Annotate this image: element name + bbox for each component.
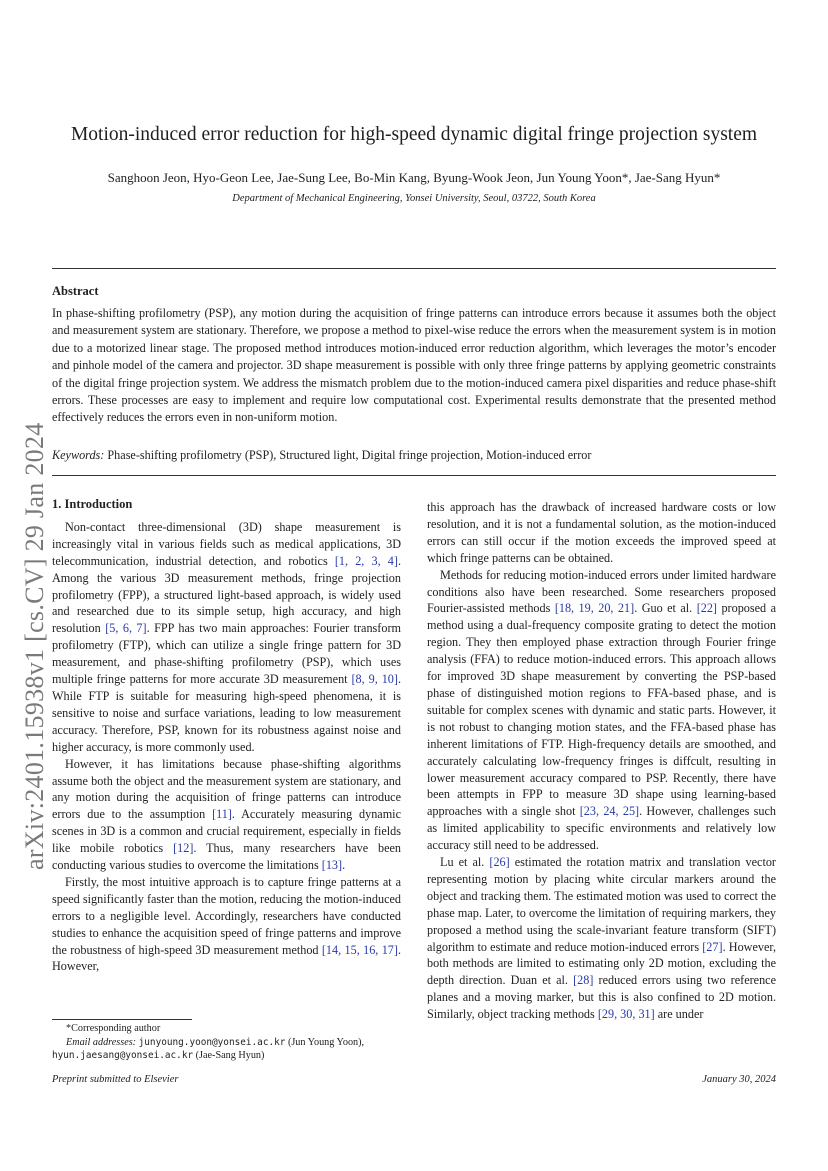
email-link[interactable]: junyoung.yoon@yonsei.ac.kr	[138, 1036, 286, 1048]
body-paragraph: Firstly, the most intuitive approach is to capture fringe patterns at a speed significantly faster than the motion, reducing the motion-induced errors to a negligible level. Accordingly, researchers have conducted studies to enhance the acquisition speed of fringe patterns and improve the robustness of high-speed 3D measurement method [14, 15, 16, 17]. However,	[52, 874, 401, 974]
body-paragraph: However, it has limitations because phase-shifting algorithms assume both the object and the measurement system are stationary, and any motion during the acquisition of fringe patterns can introduce errors due to the assumption [11]. Accurately measuring dynamic scenes in 3D is a common and crucial requirement, especially in fields like mobile robotics [12]. Thus, many researchers have been conducting various studies to overcome the limitations [13].	[52, 756, 402, 873]
body-paragraph: this approach has the drawback of increased hardware costs or low resolution, and it is not a fundamental solution, as the motion-induced errors can still occur if the motion exceeds the improved speed at which fringe patterns can be obtained.	[427, 500, 776, 565]
right-column-paragraphs	[427, 499, 776, 1023]
citation-link[interactable]: [12]	[173, 841, 194, 856]
left-column	[52, 496, 401, 975]
citation-link[interactable]: [27]	[702, 939, 723, 954]
footer-date: January 30, 2024	[702, 1074, 776, 1085]
section-heading: 1. Introduction	[52, 497, 133, 511]
citation-link[interactable]: [22]	[696, 601, 717, 616]
citation-link[interactable]: [23, 24, 25]	[579, 804, 640, 819]
citation-link[interactable]: [29, 30, 31]	[597, 1007, 655, 1022]
corresponding-author-note: *Corresponding author	[66, 1023, 161, 1034]
citation-link[interactable]: [14, 15, 16, 17]	[321, 942, 398, 957]
citation-link[interactable]: [1, 2, 3, 4]	[334, 553, 398, 568]
citation-link[interactable]: [5, 6, 7]	[105, 621, 147, 636]
citation-link[interactable]: [28]	[573, 973, 594, 988]
email-note-2	[52, 1049, 401, 1063]
left-column-paragraphs	[52, 519, 401, 975]
body-paragraph: Lu et al. [26] estimated the rotation matrix and translation vector representing motion by placing white circular markers around the object and tracking them. The estimated motion was used to correct the phase map. Later, to overcome the limitation of requiring markers, they proposed a method using the scale-invariant feature transform (SIFT) algorithm to estimate and reduce motion-induced errors [27]. However, both methods are limited to estimating only 2D motion, excluding the depth direction. Duan et al. [28] reduced errors using two reference planes and a moving marker, but this is also confined to 2D motion. Similarly, object tracking methods [29, 30, 31] are under	[427, 855, 776, 1022]
email-owner: (Jae-Sang Hyun)	[195, 1050, 265, 1062]
email-label: Email addresses:	[66, 1036, 137, 1048]
footnotes	[52, 1022, 401, 1063]
keywords	[52, 448, 776, 463]
affiliation: Department of Mechanical Engineering, Yonsei University, Seoul, 03722, South Korea	[232, 193, 596, 204]
abstract-bottom-rule	[52, 475, 776, 476]
citation-link[interactable]: [13]	[321, 858, 343, 873]
abstract-text: In phase-shifting profilometry (PSP), any motion during the acquisition of fringe patterns can introduce errors because it assumes both the object and measurement system are stationary. Therefore, we propose a method to pixel-wise reduce the errors when the measurement system is in motion due to a motorized linear stage. The proposed method introduces motion-induced error reduction algorithm, which leverages the motor’s encoder and pinhole model of the camera and projector. 3D shape measurement is possible with only three fringe patterns by applying geometric constraints of the digital fringe projection system. We address the mismatch problem due to the motion-induced camera pixel disparities and reduce phase-shift errors. These processes are easy to implement and require low computational cost. Experimental results demonstrate that the presented method effectively reduces the errors even in non-uniform motion.	[52, 306, 776, 425]
abstract-heading: Abstract	[52, 284, 99, 298]
footnote-rule	[52, 1019, 192, 1020]
keywords-text: Phase-shifting profilometry (PSP), Structured light, Digital fringe projection, Motion-induced error	[107, 448, 592, 462]
body-paragraph: Non-contact three-dimensional (3D) shape measurement is increasingly vital in various fields such as medical applications, 3D telecommunication, industrial detection, and robotics [1, 2, 3, 4]. Among the various 3D measurement methods, fringe projection profilometry (FPP), a structured light-based approach, is widely used and researched due to its simple setup, high accuracy, and high resolution [5, 6, 7]. FPP has two main approaches: Fourier transform profilometry (FTP), which can utilize a single fringe pattern for 3D measurement, and phase-shifting profilometry (PSP), which uses multiple fringe patterns for more accurate 3D measurement [8, 9, 10]. While FTP is suitable for measuring high-speed phenomena, it is sensitive to noise and surface variations, leading to low measurement accuracy. Therefore, PSP, known for its robustness against noise and higher accuracy, is more commonly used.	[52, 519, 401, 754]
body-paragraph: Methods for reducing motion-induced errors under limited hardware conditions also have been researched. Some researchers proposed Fourier-assisted methods [18, 19, 20, 21]. Guo et al. [22] proposed a method using a dual-frequency composite grating to detect the motion region. They then employed phase extraction through Fourier fringe analysis (FFA) to reduce motion-induced errors. This approach allows for improved 3D shape measurement by converting the PSP-based phase of distinguished motion regions to FFA-based phase, and is suitable for complex scenes with dynamic and static parts. However, it is not robust to changing motion states, and the FFA-based phase has inherent limitations of FTP. High-frequency details are smoothed, and accurately calculating low-frequency fringes is diffcult, resulting in lower measurement accuracy compared to PSP. Recently, there have been attempts in FPP to measure 3D shape using learning-based approaches with a single shot [23, 24, 25]. However, challenges such as limited applicability to specific environments and relatively low accuracy still need to be addressed.	[427, 567, 776, 853]
citation-link[interactable]: [18, 19, 20, 21]	[554, 601, 635, 616]
paper-title: Motion-induced error reduction for high-speed dynamic digital fringe projection system	[70, 124, 758, 145]
arxiv-identifier: arXiv:2401.15938v1 [cs.CV] 29 Jan 2024	[20, 422, 49, 870]
keywords-label: Keywords:	[52, 448, 105, 462]
author-list: Sanghoon Jeon, Hyo-Geon Lee, Jae-Sung Lee, Bo-Min Kang, Byung-Wook Jeon, Jun Young Yoon*, Jae-Sang Hyun*	[107, 170, 721, 185]
citation-link[interactable]: [11]	[212, 807, 232, 822]
citation-link[interactable]: [26]	[489, 855, 510, 870]
email-owner: (Jun Young Yoon),	[287, 1036, 365, 1048]
email-link[interactable]: hyun.jaesang@yonsei.ac.kr	[52, 1050, 194, 1062]
footer-preprint: Preprint submitted to Elsevier	[52, 1074, 179, 1085]
right-column	[427, 499, 776, 1023]
email-note	[52, 1036, 401, 1050]
citation-link[interactable]: [8, 9, 10]	[351, 672, 398, 687]
top-rule	[52, 268, 776, 269]
